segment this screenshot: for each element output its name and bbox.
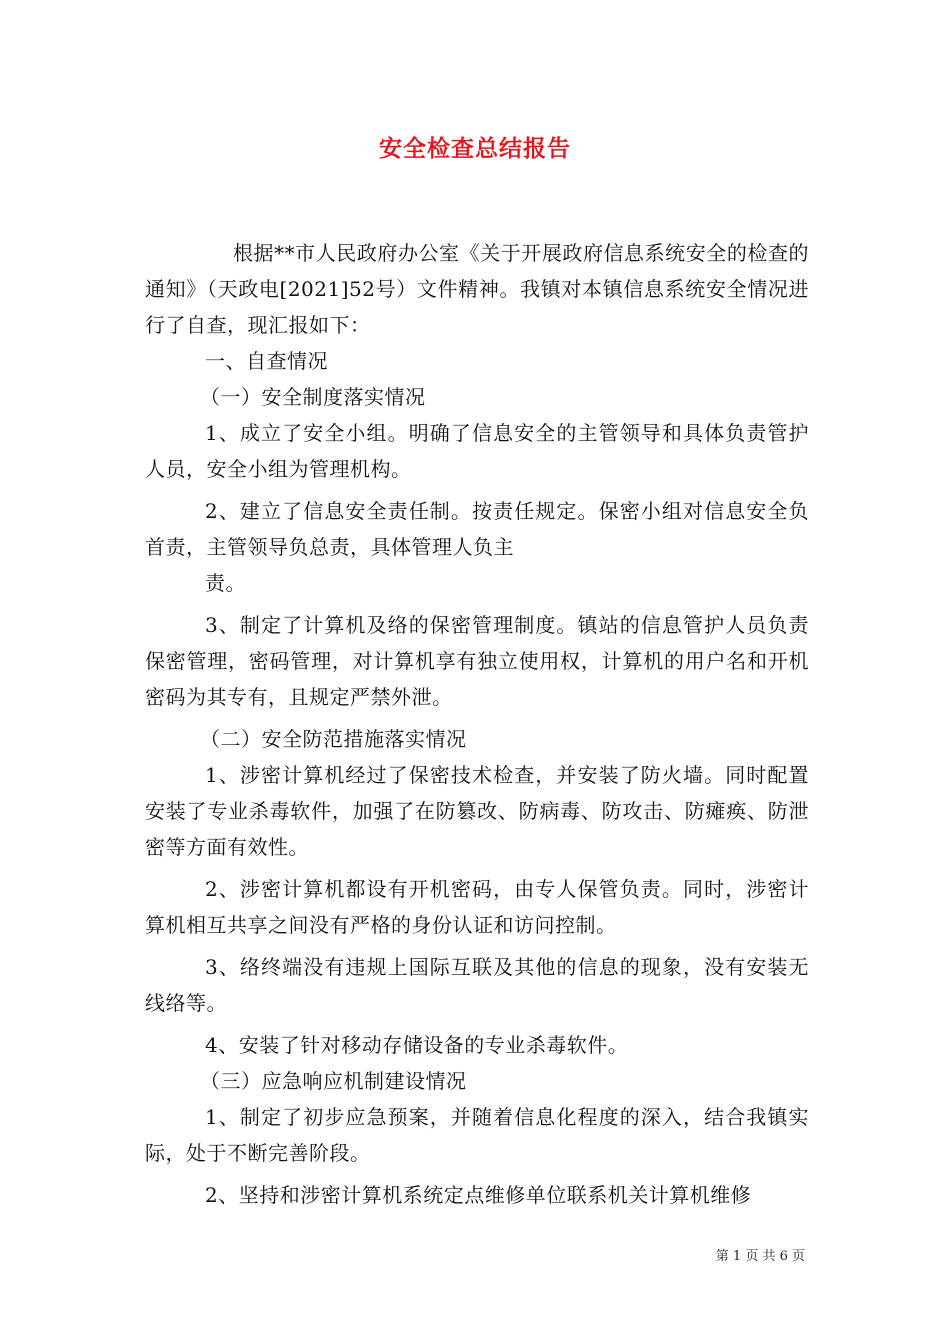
- body-paragraph: 4、安装了针对移动存储设备的专业杀毒软件。: [205, 1033, 629, 1057]
- section-heading: 一、自查情况: [205, 349, 328, 373]
- body-paragraph: 2、建立了信息安全责任制。按责任规定。保密小组对信息安全负首责，主管领导负总责，具体管理人负主: [145, 499, 809, 559]
- body-paragraph: 2、涉密计算机都设有开机密码，由专人保管负责。同时，涉密计算机相互共享之间没有严格的身份认证和访问控制。: [145, 877, 809, 937]
- body-paragraph: 1、制定了初步应急预案，并随着信息化程度的深入，结合我镇实际，处于不断完善阶段。: [145, 1105, 809, 1165]
- body-paragraph: 责。: [205, 571, 246, 595]
- subsection-heading: （三）应急响应机制建设情况: [200, 1069, 467, 1093]
- body-paragraph: 1、涉密计算机经过了保密技术检查，并安装了防火墙。同时配置安装了专业杀毒软件，加强了在防篡改、防病毒、防攻击、防瘫痪、防泄密等方面有效性。: [145, 763, 809, 859]
- body-paragraph: 2、坚持和涉密计算机系统定点维修单位联系机关计算机维修: [205, 1183, 752, 1207]
- body-paragraph: 3、络终端没有违规上国际互联及其他的信息的现象，没有安装无线络等。: [145, 955, 809, 1015]
- subsection-heading: （二）安全防范措施落实情况: [200, 727, 467, 751]
- body-paragraph: 1、成立了安全小组。明确了信息安全的主管领导和具体负责管护人员，安全小组为管理机构。: [145, 421, 809, 481]
- document-body: [145, 235, 809, 1213]
- subsection-heading: （一）安全制度落实情况: [200, 385, 426, 409]
- intro-paragraph: 根据**市人民政府办公室《关于开展政府信息系统安全的检查的通知》（天政电[2021]52号）文件精神。我镇对本镇信息系统安全情况进行了自查，现汇报如下：: [145, 241, 809, 337]
- page-number-footer: 第 1 页 共 6 页: [715, 1249, 805, 1264]
- document-title: 安全检查总结报告: [379, 135, 571, 162]
- body-paragraph: 3、制定了计算机及络的保密管理制度。镇站的信息管护人员负责保密管理，密码管理，对计算机享有独立使用权，计算机的用户名和开机密码为其专有，且规定严禁外泄。: [145, 613, 809, 709]
